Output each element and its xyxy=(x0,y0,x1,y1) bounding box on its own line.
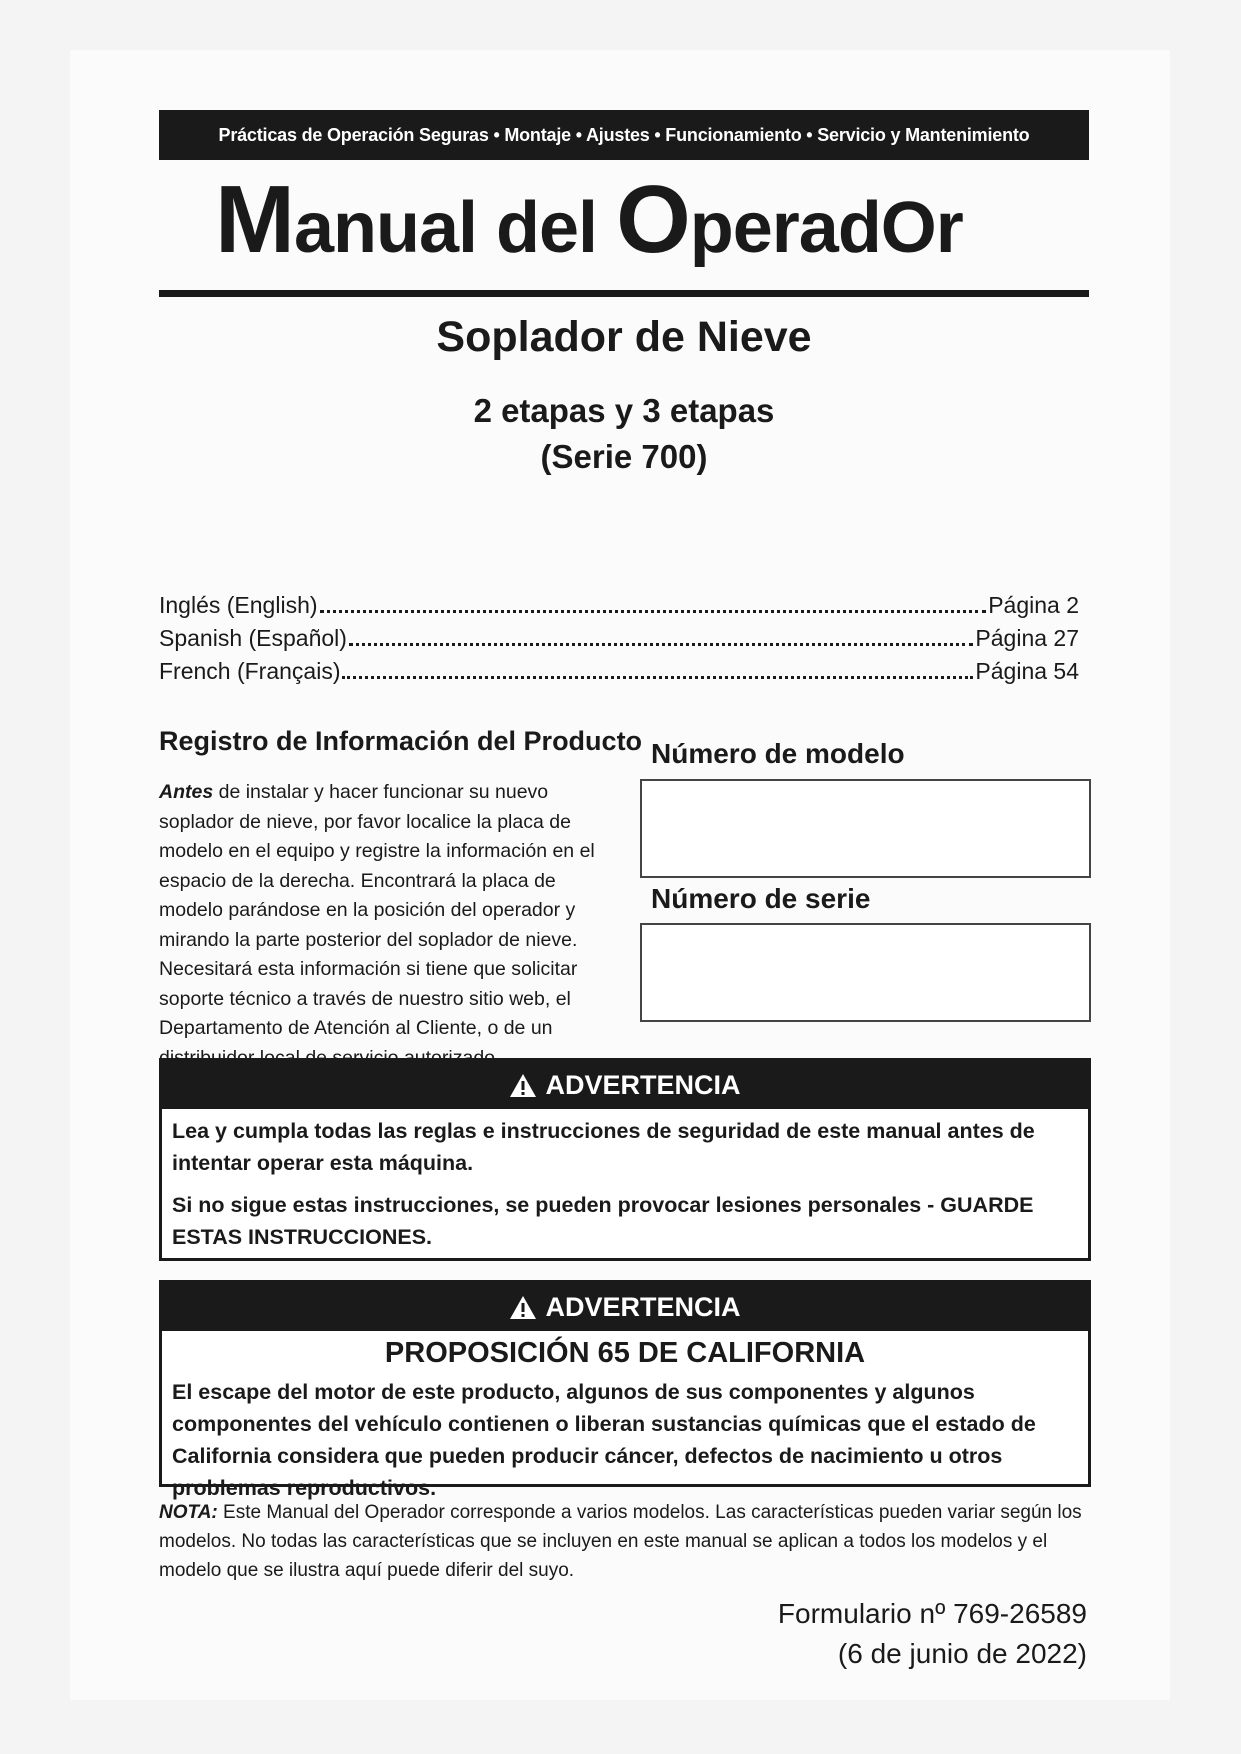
warning-paragraph: Lea y cumpla todas las reglas e instrucciones de seguridad de este manual antes de intentar operar esta máquina. xyxy=(172,1119,1035,1175)
toc-leader xyxy=(320,610,987,613)
registration-heading: Registro de Información del Producto xyxy=(159,726,643,756)
toc-leader xyxy=(349,643,973,646)
registration-text xyxy=(159,778,599,1073)
toc-entry-english[interactable] xyxy=(159,587,1079,619)
model-number-field[interactable] xyxy=(640,779,1091,878)
toc-label: Spanish (Español) xyxy=(159,625,347,651)
warning-paragraph: Si no sigue estas instrucciones, se pueden provocar lesiones personales - GUARDE ESTAS INSTRUCCIONES. xyxy=(172,1193,1034,1249)
toc-page: Página 27 xyxy=(975,625,1079,651)
toc-entry-french[interactable] xyxy=(159,653,1079,685)
title-part1: anual del xyxy=(293,188,617,268)
topics-banner xyxy=(159,110,1089,160)
toc-entry-spanish[interactable] xyxy=(159,620,1079,652)
title-initial-m: M xyxy=(215,166,294,273)
registration-body: de instalar y hacer funcionar su nuevo soplador de nieve, por favor localice la placa de modelo en el equipo y registre la información en el espacio de la derecha. Encontrará la placa de modelo parándose en la posición del operador y mirando la parte posterior del soplador de nieve. Necesitará esta información si tiene que solicitar soporte técnico a través de nuestro sitio web, el Departamento de Atención al Cliente, o de un xyxy=(159,781,595,1039)
manual-title xyxy=(215,166,963,273)
form-number: Formulario nº 769-26589 xyxy=(777,1598,1087,1629)
note-body: Este Manual del Operador corresponde a varios modelos. Las características pueden variar según los modelos. No todas las características que se incluyen en este manual se aplican a todos los modelos y el modelo que se ilustra aquí puede diferir del suyo. xyxy=(159,1502,1082,1581)
note-lead: NOTA: xyxy=(159,1502,218,1523)
registration-lead: Antes xyxy=(159,781,214,803)
prop65-title: PROPOSICIÓN 65 DE CALIFORNIA xyxy=(384,1337,866,1369)
serial-number-field[interactable] xyxy=(640,923,1091,1022)
title-part2: peradOr xyxy=(689,188,963,268)
warning-header xyxy=(162,1283,1088,1331)
warning-triangle-icon xyxy=(509,1295,537,1320)
warning-prop65-box xyxy=(159,1280,1091,1500)
product-name: Soplador de Nieve xyxy=(436,313,812,361)
warning-safety-box xyxy=(159,1058,1091,1261)
note-text xyxy=(159,1498,1089,1585)
product-series: (Serie 700) xyxy=(540,438,708,475)
toc-label: Inglés (English) xyxy=(159,592,318,618)
warning-paragraph: El escape del motor de este producto, algunos de sus componentes y algunos componentes del vehículo contienen o liberan sustancias químicas que el estado de California considera que pueden producir cáncer, defectos de nacimiento u otros problemas reproductivos. xyxy=(172,1380,1036,1500)
serial-number-label: Número de serie xyxy=(651,883,871,914)
warning-header xyxy=(162,1061,1088,1109)
toc-leader xyxy=(342,676,973,679)
topics-text: Prácticas de Operación Seguras • Montaje • Ajustes • Funcionamiento • Servicio y Mantenimiento xyxy=(218,124,1030,145)
form-date: (6 de junio de 2022) xyxy=(837,1638,1087,1669)
title-rule xyxy=(159,290,1089,297)
toc-page: Página 2 xyxy=(988,592,1079,618)
warning-triangle-icon xyxy=(509,1073,537,1098)
model-number-label: Número de modelo xyxy=(651,738,905,769)
product-stages: 2 etapas y 3 etapas xyxy=(473,392,775,429)
toc-page: Página 54 xyxy=(975,658,1079,684)
warning-title: ADVERTENCIA xyxy=(545,1069,741,1100)
title-initial-o: O xyxy=(616,166,690,273)
warning-title: ADVERTENCIA xyxy=(545,1291,741,1322)
toc-label: French (Français) xyxy=(159,658,341,684)
